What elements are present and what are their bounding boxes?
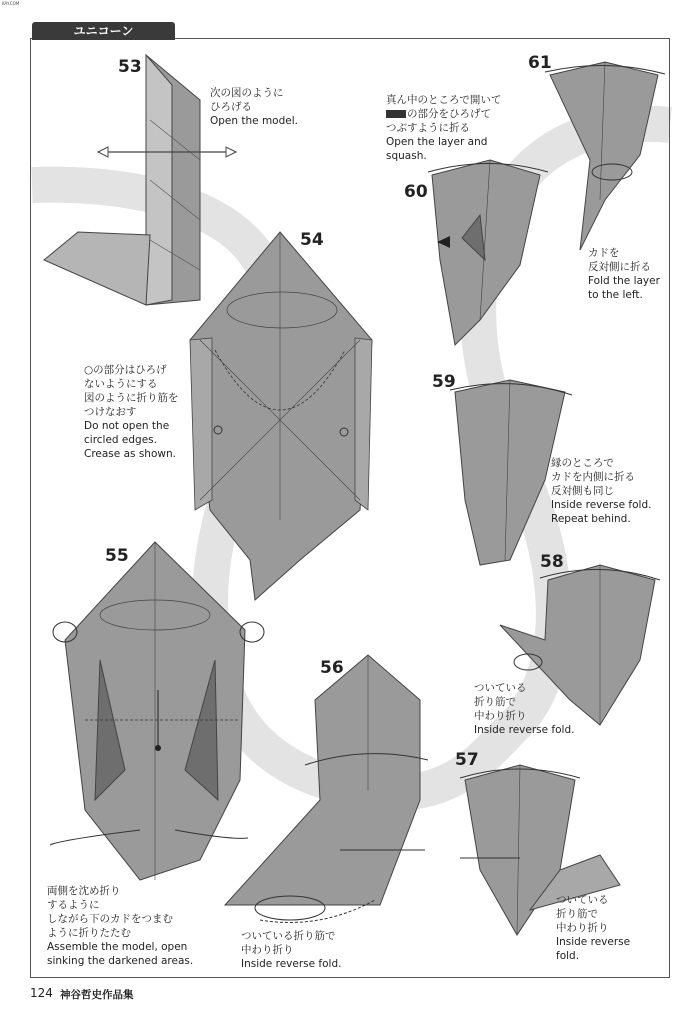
book-title: 神谷哲史作品集 (60, 989, 134, 1001)
step-53-number: 53 (118, 57, 142, 77)
step-53-instruction: 次の図のように ひろげる Open the model. (210, 87, 298, 127)
step-59-instruction: 縁のところで カドを内側に折る 反対側も同じ Inside reverse fold. Repeat behind. (551, 457, 652, 525)
step-54-instruction: ○の部分はひろげ ないようにする 図のように折り筋を つけなおす Do not open the circled edges. Crease as shown. (84, 364, 179, 460)
step-55-number: 55 (105, 546, 129, 566)
step-55-instruction: 両側を沈め折り するように しながら下のカドをつまむ ように折りたたむ Assemble the model, open sinking the darkened areas. (47, 885, 194, 967)
step-58-number: 58 (540, 552, 564, 572)
step-54-number: 54 (300, 230, 324, 250)
tiny-mark: KAY.COM (2, 1, 20, 6)
step-56-instruction: ついている折り筋で 中わり折り Inside reverse fold. (241, 930, 342, 970)
step-57-instruction: ついている 折り筋で 中わり折り Inside reverse fold. (556, 894, 631, 962)
step-60-number: 60 (404, 182, 428, 202)
step-58-instruction: ついている 折り筋で 中わり折り Inside reverse fold. (474, 682, 575, 736)
step-60-instruction: 真ん中のところで開いて の部分をひろげて つぶすように折る Open the layer and squash. (386, 94, 502, 162)
section-tab: ユニコーン (32, 22, 175, 40)
step-59-number: 59 (432, 372, 456, 392)
page-number: 124 (30, 986, 53, 1000)
step-61-number: 61 (528, 53, 552, 73)
step-57-number: 57 (455, 750, 479, 770)
step-61-instruction: カドを 反対側に折る Fold the layer to the left. (588, 247, 660, 301)
step-56-number: 56 (320, 658, 344, 678)
darkened-area-swatch (386, 110, 406, 118)
